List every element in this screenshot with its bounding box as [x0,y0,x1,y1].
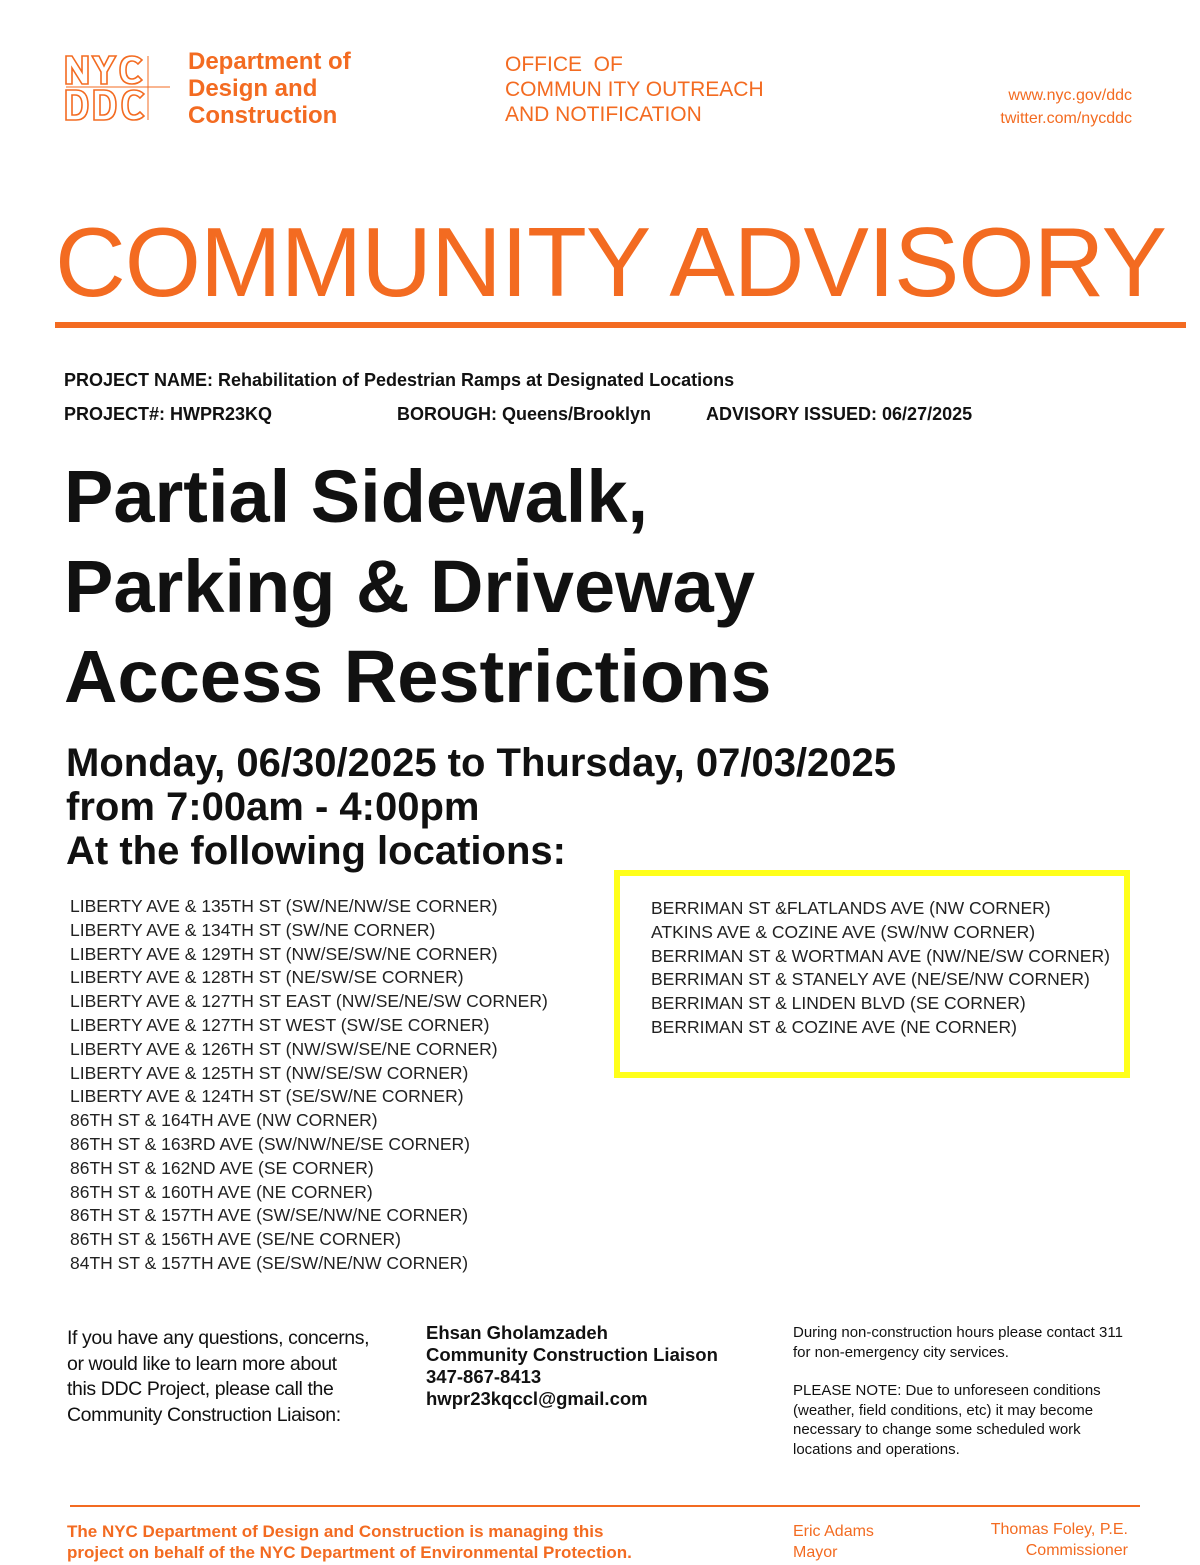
please-note: PLEASE NOTE: Due to unforeseen conditions (weather, field conditions, etc) it may become necessary to change some scheduled work locations and operations. [793,1382,1101,1458]
headline-line: Parking & Driveway [64,545,755,628]
list-item: BERRIMAN ST &FLATLANDS AVE (NW CORNER) [651,898,1051,918]
prompt-line: or would like to learn more about [67,1352,337,1375]
commissioner-credit [991,1519,1128,1561]
work-schedule [66,741,896,873]
commissioner-name: Thomas Foley, P.E. [990,1521,1128,1538]
mayor-name: Eric Adams [793,1523,874,1540]
footer-line: project on behalf of the NYC Department of Environmental Protection. [67,1543,632,1562]
footer-divider [70,1505,1140,1507]
title-divider [55,322,1186,328]
nyc-ddc-logo [64,52,172,124]
prompt-line: this DDC Project, please call the [67,1378,334,1400]
project-number: PROJECT#: HWPR23KQ [64,404,273,424]
project-borough: BOROUGH: Queens/Brooklyn [397,404,652,424]
liaison-role: Community Construction Liaison [426,1344,718,1365]
footer-line: The NYC Department of Design and Construction is managing this [67,1522,604,1541]
list-item: 86TH ST & 162ND AVE (SE CORNER) [70,1157,374,1178]
prompt-line: If you have any questions, concerns, [67,1327,370,1349]
list-item: BERRIMAN ST & LINDEN BLVD (SE CORNER) [651,993,1026,1014]
project-name: PROJECT NAME: Rehabilitation of Pedestrian Ramps at Designated Locations [64,370,735,390]
locations-heading: At the following locations: [66,829,566,873]
list-item: LIBERTY AVE & 124TH ST (SE/SW/NE CORNER) [70,1086,464,1107]
mayor-credit [793,1521,874,1563]
list-item: 86TH ST & 163RD AVE (SW/NW/NE/SE CORNER) [70,1133,470,1154]
list-item: 86TH ST & 156TH AVE (SE/NE CORNER) [70,1229,401,1250]
office-line: AND NOTIFICATION [505,103,702,126]
list-item: LIBERTY AVE & 125TH ST (NW/SE/SW CORNER) [70,1062,469,1083]
advisory-notes [793,1323,1138,1478]
mayor-title: Mayor [793,1544,838,1561]
dept-line: Department of [188,48,351,75]
list-item: 84TH ST & 157TH AVE (SE/SW/NE/NW CORNER) [70,1252,469,1273]
list-item: 86TH ST & 164TH AVE (NW CORNER) [70,1110,378,1131]
headline-line: Partial Sidewalk, [64,455,649,538]
list-item: LIBERTY AVE & 129TH ST (NW/SE/SW/NE CORNER) [70,943,498,964]
list-item: BERRIMAN ST & WORTMAN AVE (NW/NE/SW CORNER) [651,945,1110,966]
list-item: LIBERTY AVE & 134TH ST (SW/NE CORNER) [70,919,436,940]
dept-line: Design and [188,75,318,102]
headline-line: Access Restrictions [64,635,772,718]
advisory-headline [64,452,771,722]
list-item: LIBERTY AVE & 128TH ST (NE/SW/SE CORNER) [70,967,464,988]
location-list-brooklyn [651,897,1110,1040]
prompt-line: Community Construction Liaison: [67,1403,341,1426]
advisory-issued-date: ADVISORY ISSUED: 06/27/2025 [706,404,973,424]
list-item: LIBERTY AVE & 127TH ST EAST (NW/SE/NE/SW CORNER) [70,991,548,1012]
liaison-phone[interactable]: 347-867-8413 [426,1366,542,1387]
office-line: COMMUN ITY OUTREACH [505,78,764,101]
department-name [188,48,351,129]
list-item: 86TH ST & 160TH AVE (NE CORNER) [70,1181,373,1202]
list-item: LIBERTY AVE & 126TH ST (NW/SW/SE/NE CORNER) [70,1038,498,1059]
schedule-dates: Monday, 06/30/2025 to Thursday, 07/03/2025 [66,741,897,785]
list-item: 86TH ST & 157TH AVE (SW/SE/NW/NE CORNER) [70,1205,469,1226]
schedule-hours: from 7:00am - 4:00pm [66,785,480,829]
liaison-name: Ehsan Gholamzadeh [426,1322,608,1343]
advisory-title: COMMUNITY ADVISORY [55,207,1167,317]
commissioner-title: Commissioner [1025,1542,1128,1559]
list-item: BERRIMAN ST & COZINE AVE (NE CORNER) [651,1016,1017,1037]
location-list-queens [70,895,548,1276]
dept-line: Construction [188,102,338,129]
list-item: LIBERTY AVE & 135TH ST (SW/NE/NW/SE CORNER) [70,896,498,916]
non-construction-note: During non-construction hours please contact 311 for non-emergency city services. [793,1324,1123,1361]
liaison-contact [426,1322,718,1410]
list-item: LIBERTY AVE & 127TH ST WEST (SW/SE CORNER) [70,1014,490,1035]
twitter-link[interactable]: twitter.com/nycddc [1000,110,1132,127]
web-links [1000,84,1132,130]
office-line: OFFICE OF [505,53,623,76]
contact-prompt [67,1326,369,1428]
website-link[interactable]: www.nyc.gov/ddc [1008,87,1132,104]
list-item: ATKINS AVE & COZINE AVE (SW/NW CORNER) [651,921,1036,942]
liaison-email[interactable]: hwpr23kqccl@gmail.com [426,1388,648,1409]
list-item: BERRIMAN ST & STANELY AVE (NE/SE/NW CORNER) [651,969,1090,990]
office-name [505,52,764,127]
managing-agency-note [67,1521,632,1563]
